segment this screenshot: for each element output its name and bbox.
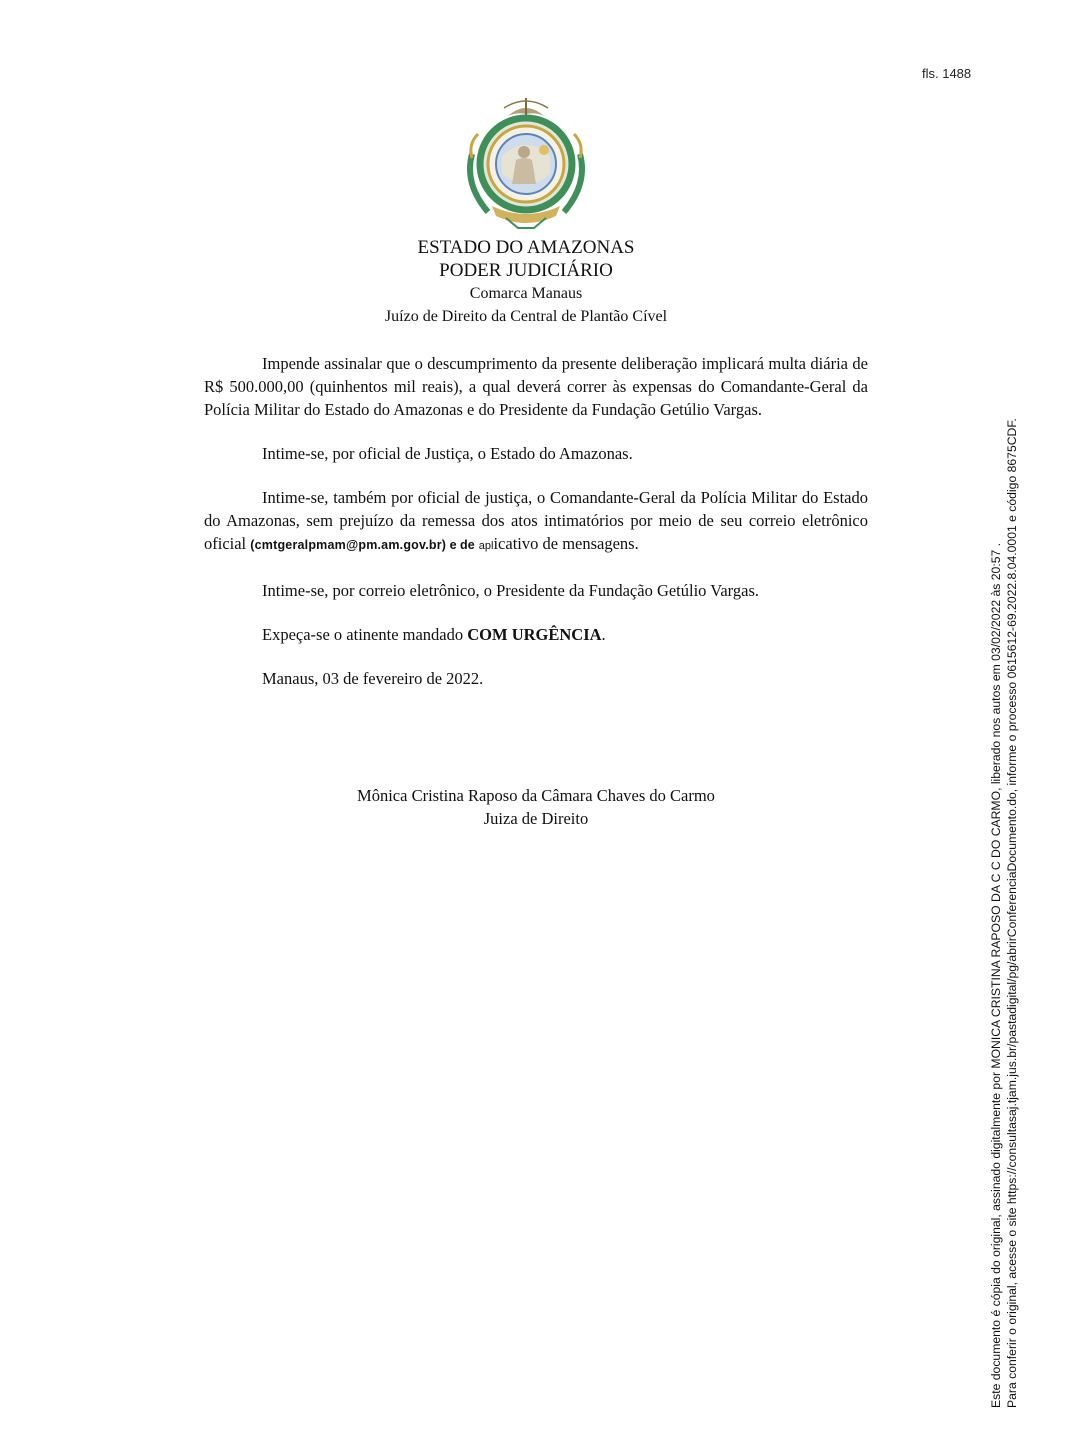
stamp-line-2: Para conferir o original, acesse o site https://consultasaj.tjam.jus.br/pastadigital/pg/abrirConferenciaDocumento.do, informe o processo 0615612-69.2022.8.04.0001 e código 8675CDF. bbox=[1005, 418, 1019, 1408]
urgency-period: . bbox=[601, 625, 606, 644]
paragraph-conjunction: e de bbox=[446, 538, 475, 552]
paragraph-urgency bbox=[204, 623, 868, 646]
stamp-line-1: Este documento é cópia do original, assinado digitalmente por MONICA CRISTINA RAPOSO DA C C DO CARMO, liberado nos autos em 03/02/2022 às 20:57 . bbox=[989, 542, 1003, 1408]
amazonas-coat-of-arms-icon bbox=[458, 94, 594, 232]
paragraph-commander-text: Intime-se, também por oficial de justiça, o Comandante-Geral da Polícia Militar do Estado do Amazonas, sem prejuízo da remessa dos atos intimatórios por meio de seu correio eletrônico oficial bbox=[204, 488, 868, 553]
signature-name: Mônica Cristina Raposo da Câmara Chaves do Carmo bbox=[357, 786, 715, 805]
header-state: ESTADO DO AMAZONAS bbox=[417, 237, 635, 258]
page-number: fls. 1488 bbox=[922, 66, 972, 81]
header-power: PODER JUDICIÁRIO bbox=[439, 260, 613, 281]
paragraph-intimation-president: Intime-se, por correio eletrônico, o Presidente da Fundação Getúlio Vargas. bbox=[262, 581, 759, 600]
paragraph-app-text: icativo de mensagens. bbox=[493, 534, 639, 553]
paragraph-intimation-commander bbox=[204, 486, 868, 558]
signature-title: Juiza de Direito bbox=[483, 809, 589, 828]
digital-signature-stamp bbox=[988, 208, 1020, 1408]
document-body bbox=[204, 352, 868, 711]
signature-block bbox=[300, 784, 772, 830]
urgency-text: Expeça-se o atinente mandado bbox=[262, 625, 468, 644]
urgency-bold: COM URGÊNCIA bbox=[467, 625, 602, 644]
paragraph-fine: Impende assinalar que o descumprimento da presente deliberação implicará multa diária de R$ 500.000,00 (quinhentos mil reais), a qual deverá correr às expensas do Comandante-Geral da Polícia Militar do Estado do Amazonas e do Presidente da Fundação Getúlio Vargas. bbox=[204, 354, 868, 419]
email-address: (cmtgeralpmam@pm.am.gov.br) bbox=[250, 538, 447, 552]
document-header bbox=[300, 236, 752, 328]
paragraph-date: Manaus, 03 de fevereiro de 2022. bbox=[262, 669, 484, 688]
paragraph-intimation-state: Intime-se, por oficial de Justiça, o Estado do Amazonas. bbox=[262, 444, 633, 463]
header-district: Comarca Manaus bbox=[469, 285, 583, 302]
paragraph-app-prefix: apl bbox=[478, 540, 494, 552]
header-court: Juízo de Direito da Central de Plantão Cível bbox=[384, 308, 668, 325]
